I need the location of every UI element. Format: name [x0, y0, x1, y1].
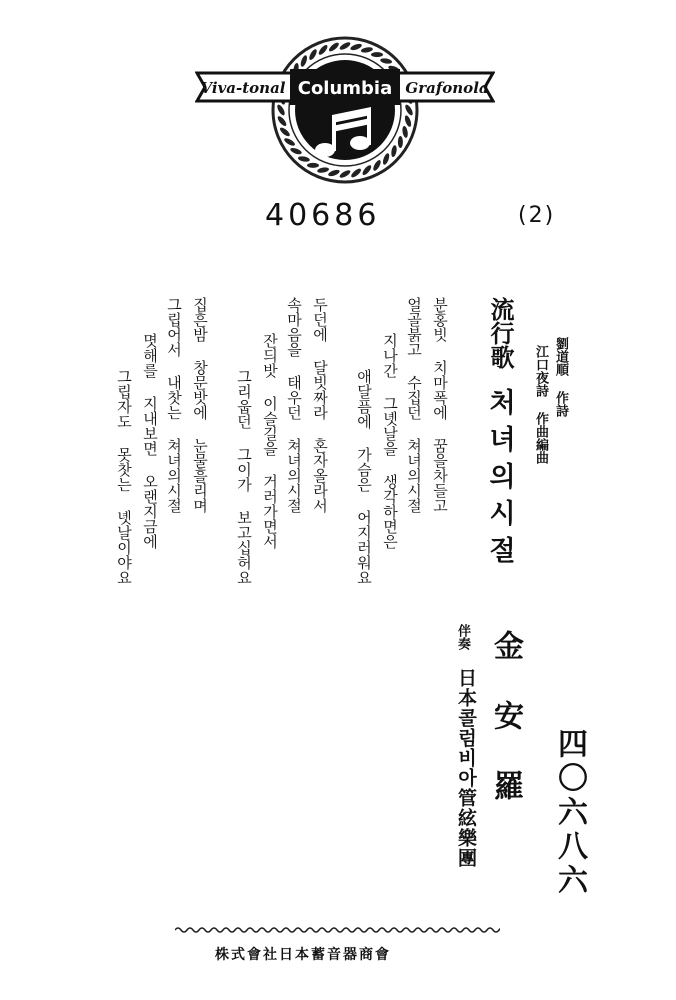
banner-right-text: Grafonola — [405, 79, 489, 97]
columbia-logo — [195, 35, 495, 185]
lyric-line: 잔듸밧 이슬길을 거러가면서 — [261, 297, 279, 549]
singer-name: 金安羅 — [488, 630, 523, 840]
lyric-line: 그립자도 못찻는 녯날이야요 — [115, 297, 133, 585]
accompaniment-label: 伴奏 — [455, 624, 470, 650]
lyric-line: 그립어서 내찻는 쳐녀의시절 — [165, 297, 183, 513]
lyric-line: 분홍빗 치마폭에 꿈을차들고 — [431, 297, 449, 513]
song-title: 처녀의시절 — [484, 388, 515, 573]
wavy-divider — [175, 925, 500, 935]
lyric-line: 그리웁던 그이가 보고십허요 — [235, 297, 253, 585]
lyric-line: 속마음을 태우던 쳐녀의시절 — [285, 297, 303, 513]
orchestra-name: 日本콜럼비아管絃樂團 — [455, 668, 477, 868]
catalog-number-kanji: 四〇六八六 — [552, 728, 587, 898]
banner-left-text: Viva-tonal — [200, 79, 286, 97]
lyric-line: 몃해를 지내보면 오랜지금에 — [141, 297, 159, 549]
publisher-footer: 株式會社日本蓄音器商會 — [215, 947, 391, 963]
side-number: (2) — [518, 203, 556, 228]
lyric-line: 집흔밤 창문밧에 눈물흘리며 — [191, 297, 209, 513]
lyric-line: 애달픔에 가슴은 어지러워요 — [355, 297, 373, 585]
lyric-line: 얼골붉고 수집던 쳐녀의시절 — [405, 297, 423, 513]
lyric-line: 두던에 달빗짜라 혼자올라서 — [311, 297, 329, 513]
genre-label: 流行歌 — [486, 297, 515, 369]
lyricist-credit: 劉道順 作詩 — [553, 337, 568, 417]
composer-credit: 江口夜詩 作曲編曲 — [533, 345, 548, 464]
catalog-number: 40686 — [265, 198, 381, 233]
lyric-line: 지나간 그녯날을 생각하면은 — [381, 297, 399, 549]
banner-center-text: Columbia — [297, 78, 393, 99]
